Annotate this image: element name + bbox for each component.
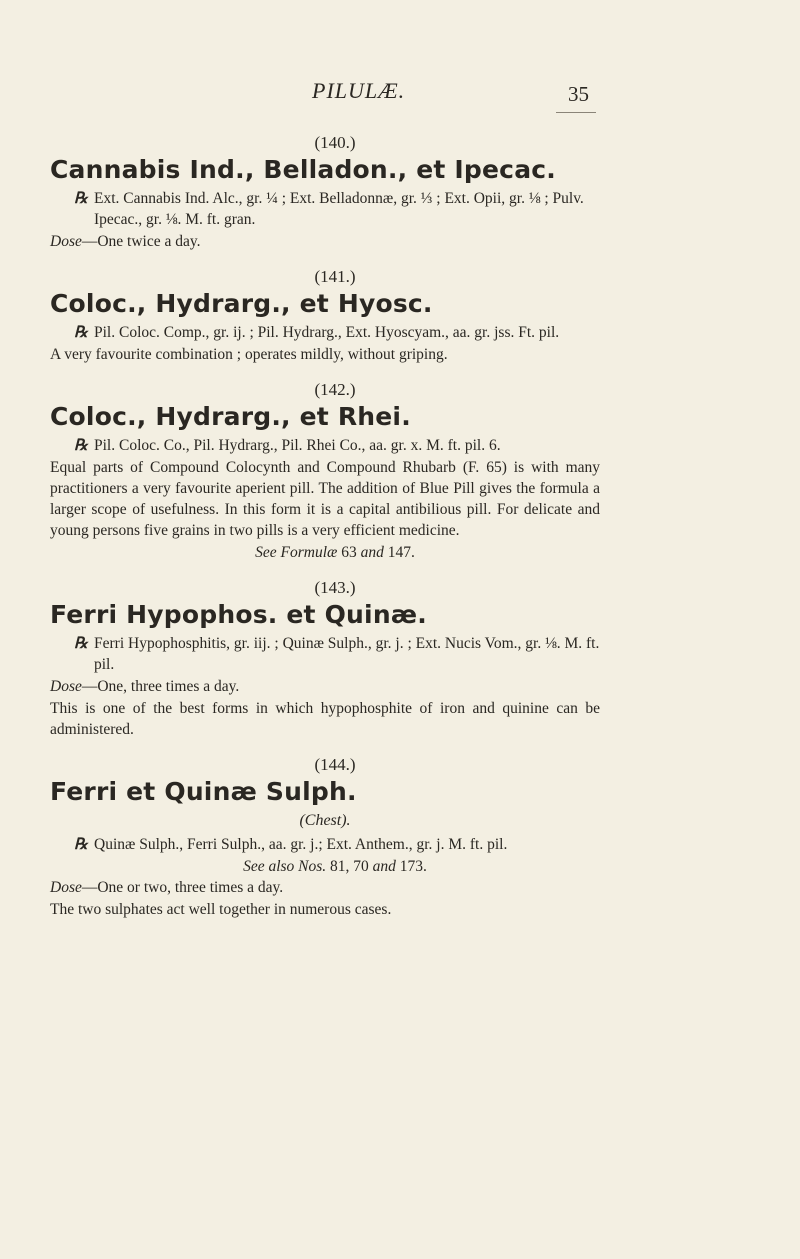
formula-entry-143 (50, 577, 600, 740)
see-numbers: 63 (341, 544, 357, 561)
see-last: 147. (387, 544, 415, 561)
formula-entry-144 (50, 754, 600, 920)
prescription-text: Ext. Cannabis Ind. Alc., gr. ¼ ; Ext. Belladonnæ, gr. ⅓ ; Ext. Opii, gr. ⅛ ; Pulv. Ipecac., gr. ⅛. M. ft. gran. (94, 190, 584, 228)
see-label: See also Nos. (243, 858, 327, 875)
see-and: and (372, 858, 396, 875)
cross-reference (50, 856, 600, 877)
prescription (50, 435, 600, 456)
commentary: This is one of the best forms in which hypophosphite of iron and quinine can be administered. (50, 700, 600, 738)
see-numbers: 81, 70 (330, 858, 369, 875)
prescription (50, 834, 600, 855)
commentary: Equal parts of Compound Colocynth and Compound Rhubarb (F. 65) is with many practitioners a very favourite aperient pill. The addition of Blue Pill gives the formula a larger scope of usefulness. In this form it is a capital antibilious pill. For delicate and young persons five grains in two pills is a very efficient medicine. (50, 459, 600, 539)
cross-reference (50, 542, 600, 563)
see-and: and (360, 544, 384, 561)
formula-number: (143.) (314, 578, 356, 597)
formula-subtitle: (Chest). (299, 812, 351, 829)
formula-number: (140.) (314, 133, 356, 152)
commentary: The two sulphates act well together in numerous cases. (50, 901, 392, 918)
formula-number: (144.) (314, 755, 356, 774)
formula-title: Coloc., Hydrarg., et Hyosc. (50, 289, 433, 318)
prescription (50, 188, 600, 230)
formula-title: Ferri et Quinæ Sulph. (50, 777, 357, 806)
page-number: 35 (568, 82, 589, 106)
recipe-symbol: ℞ (74, 836, 88, 853)
prescription-text: Quinæ Sulph., Ferri Sulph., aa. gr. j.; Ext. Anthem., gr. j. M. ft. pil. (94, 836, 508, 853)
header-rule (556, 112, 596, 113)
prescription-text: Pil. Coloc. Comp., gr. ij. ; Pil. Hydrarg., Ext. Hyoscyam., aa. gr. jss. Ft. pil. (94, 324, 560, 341)
dose-line (50, 877, 600, 898)
dose-label: Dose (50, 678, 82, 695)
prescription-text: Ferri Hypophosphitis, gr. iij. ; Quinæ Sulph., gr. j. ; Ext. Nucis Vom., gr. ⅛. M. ft. pil. (94, 635, 600, 673)
dose-text: —One or two, three times a day. (81, 879, 284, 896)
running-head: PILULÆ. (312, 78, 406, 103)
dose-label: Dose (50, 233, 82, 250)
prescription (50, 322, 600, 343)
recipe-symbol: ℞ (74, 635, 88, 652)
dose-line (50, 231, 600, 252)
recipe-symbol: ℞ (74, 324, 88, 341)
formula-title: Cannabis Ind., Belladon., et Ipecac. (50, 155, 556, 184)
prescription-text: Pil. Coloc. Co., Pil. Hydrarg., Pil. Rhei Co., aa. gr. x. M. ft. pil. 6. (94, 437, 501, 454)
commentary: A very favourite combination ; operates mildly, without griping. (50, 346, 448, 363)
dose-line (50, 676, 600, 697)
formula-title: Coloc., Hydrarg., et Rhei. (50, 402, 411, 431)
see-label: See Formulæ (255, 544, 338, 561)
formula-entry-141 (50, 266, 600, 365)
prescription (50, 633, 600, 675)
formula-entry-140 (50, 132, 600, 252)
formula-entry-142 (50, 379, 600, 563)
see-last: 173. (399, 858, 427, 875)
dose-text: —One twice a day. (81, 233, 201, 250)
formula-number: (141.) (314, 267, 356, 286)
dose-text: —One, three times a day. (81, 678, 240, 695)
formula-title: Ferri Hypophos. et Quinæ. (50, 600, 427, 629)
formula-number: (142.) (314, 380, 356, 399)
dose-label: Dose (50, 879, 82, 896)
page-content (50, 132, 600, 934)
recipe-symbol: ℞ (74, 437, 88, 454)
recipe-symbol: ℞ (74, 190, 88, 207)
